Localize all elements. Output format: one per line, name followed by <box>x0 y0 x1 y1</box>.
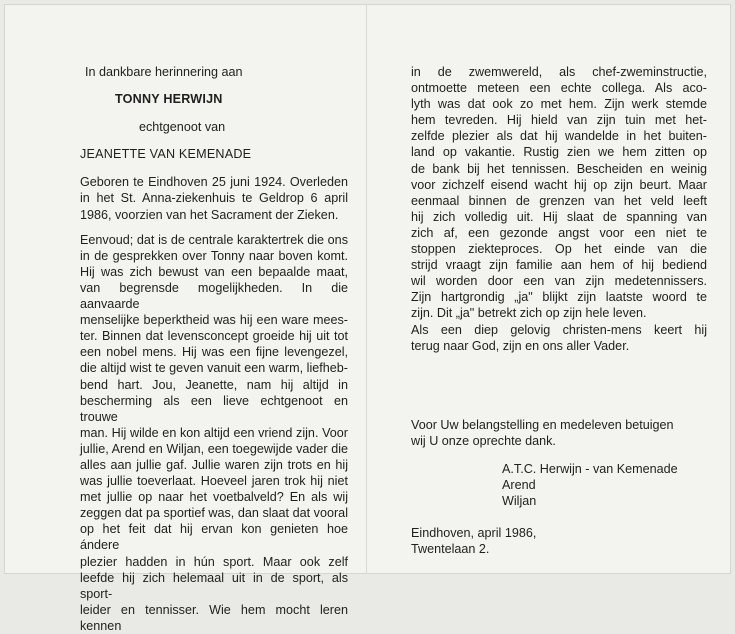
text-line: leider en tennisser. Wie hem mocht leren kennen <box>80 602 348 633</box>
text-line: bescherming als een lieve echtgenoot en trouwe <box>80 393 348 424</box>
text-line: Zijn hartgrondig „ja" blijkt zijn laatste woord te <box>411 290 707 305</box>
text-line: was jullie toeverlaat. Hoeveel jaren trok hij niet <box>80 474 348 489</box>
signatories <box>502 461 707 509</box>
left-page <box>80 64 348 634</box>
text-line: Hij was zich bewust van een bepaalde maat, <box>80 264 348 279</box>
birth-line: Geboren te Eindhoven 25 juni 1924. Overleden <box>80 175 348 190</box>
text-line: man. Hij wilde en kon altijd een vriend zijn. Voor <box>80 425 348 440</box>
text-line: terug naar God, zijn en ons aller Vader. <box>411 338 630 353</box>
text-line: een nobel mens. Hij was een fijne levengezel, <box>80 345 348 360</box>
thanks-paragraph <box>411 417 707 449</box>
address: Twentelaan 2. <box>411 542 490 557</box>
text-line: plezier hadden in hún sport. Maar ook zelf <box>80 554 348 569</box>
text-line: menselijke beperktheid was hij een ware mees- <box>80 313 348 328</box>
signatory: A.T.C. Herwijn - van Kemenade <box>502 461 678 476</box>
right-page <box>411 64 707 557</box>
text-line: wil worden door een van zijn medetennissers. <box>411 274 707 289</box>
signatory: Wiljan <box>502 494 537 509</box>
text-line: zelfde plezier als dat hij wandelde in het buiten- <box>411 129 707 144</box>
place-date: Eindhoven, april 1986, <box>411 526 537 541</box>
text-line: van begrensde mogelijkheden. In die aanvaarde <box>80 280 348 312</box>
card-fold <box>366 4 367 574</box>
text-line: alles aan jullie gaf. Jullie waren zijn trots en hij <box>80 457 348 472</box>
text-line: zijn. Dit „ja" betrekt zich op zijn hele leven. <box>411 306 647 321</box>
text-line: hij zich volledig uit. Hij slaat de spanning van <box>411 209 707 224</box>
text-line: de bank bij het tennissen. Bescheiden en weinig <box>411 161 707 176</box>
text-line: zeggen dat pa sportief was, dan slaat dat vooral <box>80 506 348 521</box>
text-line: eenmaal binnen de grenzen van het veld leeft <box>411 193 707 208</box>
thanks-line: wij U onze oprechte dank. <box>411 433 556 448</box>
eulogy-paragraph-left <box>80 232 348 634</box>
text-line: die altijd wist te geven vanuit een warm, liefheb- <box>80 361 348 376</box>
text-line: voor zichzelf eisend wacht hij op zijn beurt. Maar <box>411 177 707 192</box>
text-line: jullie, Arend en Wiljan, een toegewijde vader die <box>80 441 348 456</box>
text-line: Eenvoud; dat is de centrale karaktertrek die ons <box>80 232 348 247</box>
thanks-line: Voor Uw belangstelling en medeleven betuigen <box>411 417 674 432</box>
text-line: in de gesprekken over Tonny naar boven komt. <box>80 248 348 263</box>
text-line: land op vakantie. Rustig zien we hem zitten op <box>411 145 707 160</box>
text-line: met jullie op naar het voetbalveld? En als wij <box>80 490 348 505</box>
text-line: leefde hij zich helemaal uit in de sport, als sport- <box>80 570 348 601</box>
text-line: strijd vraagt zijn familie aan hem of hij bediend <box>411 258 707 273</box>
birth-paragraph <box>80 174 348 222</box>
birth-line: in het St. Anna-ziekenhuis te Geldrop 6 april <box>80 191 348 206</box>
text-line: lyth was dat ook zo met hem. Zijn werk stemde <box>411 97 707 112</box>
intro-line: In dankbare herinnering aan <box>85 65 243 79</box>
text-line: bend hart. Jou, Jeanette, nam hij altijd in <box>80 377 348 392</box>
text-line: ontmoette meteen een echte collega. Als aco- <box>411 81 707 96</box>
footer <box>411 525 707 557</box>
text-line: op het feit dat hij ervan kon genieten hoe ándere <box>80 522 348 553</box>
text-line: ter. Binnen dat levensconcept groeide hij uit tot <box>80 329 348 344</box>
text-line: hem tevreden. Hij hield van zijn tuin met het- <box>411 113 707 128</box>
signatory: Arend <box>502 477 536 492</box>
birth-line: 1986, voorzien van het Sacrament der Zieken. <box>80 207 339 222</box>
deceased-name: TONNY HERWIJN <box>115 92 223 107</box>
text-line: in de zwemwereld, als chef-zweminstructie, <box>411 65 707 79</box>
text-line: Als een diep gelovig christen-mens keert hij <box>411 322 707 337</box>
eulogy-paragraph-right <box>411 64 707 354</box>
text-line: stoppen ziekteproces. Op het einde van die <box>411 242 707 257</box>
relation-line: echtgenoot van <box>139 120 226 135</box>
text-line: zich af, een gezonde angst voor een niet te <box>411 225 707 240</box>
spouse-name: JEANETTE VAN KEMENADE <box>80 147 252 162</box>
